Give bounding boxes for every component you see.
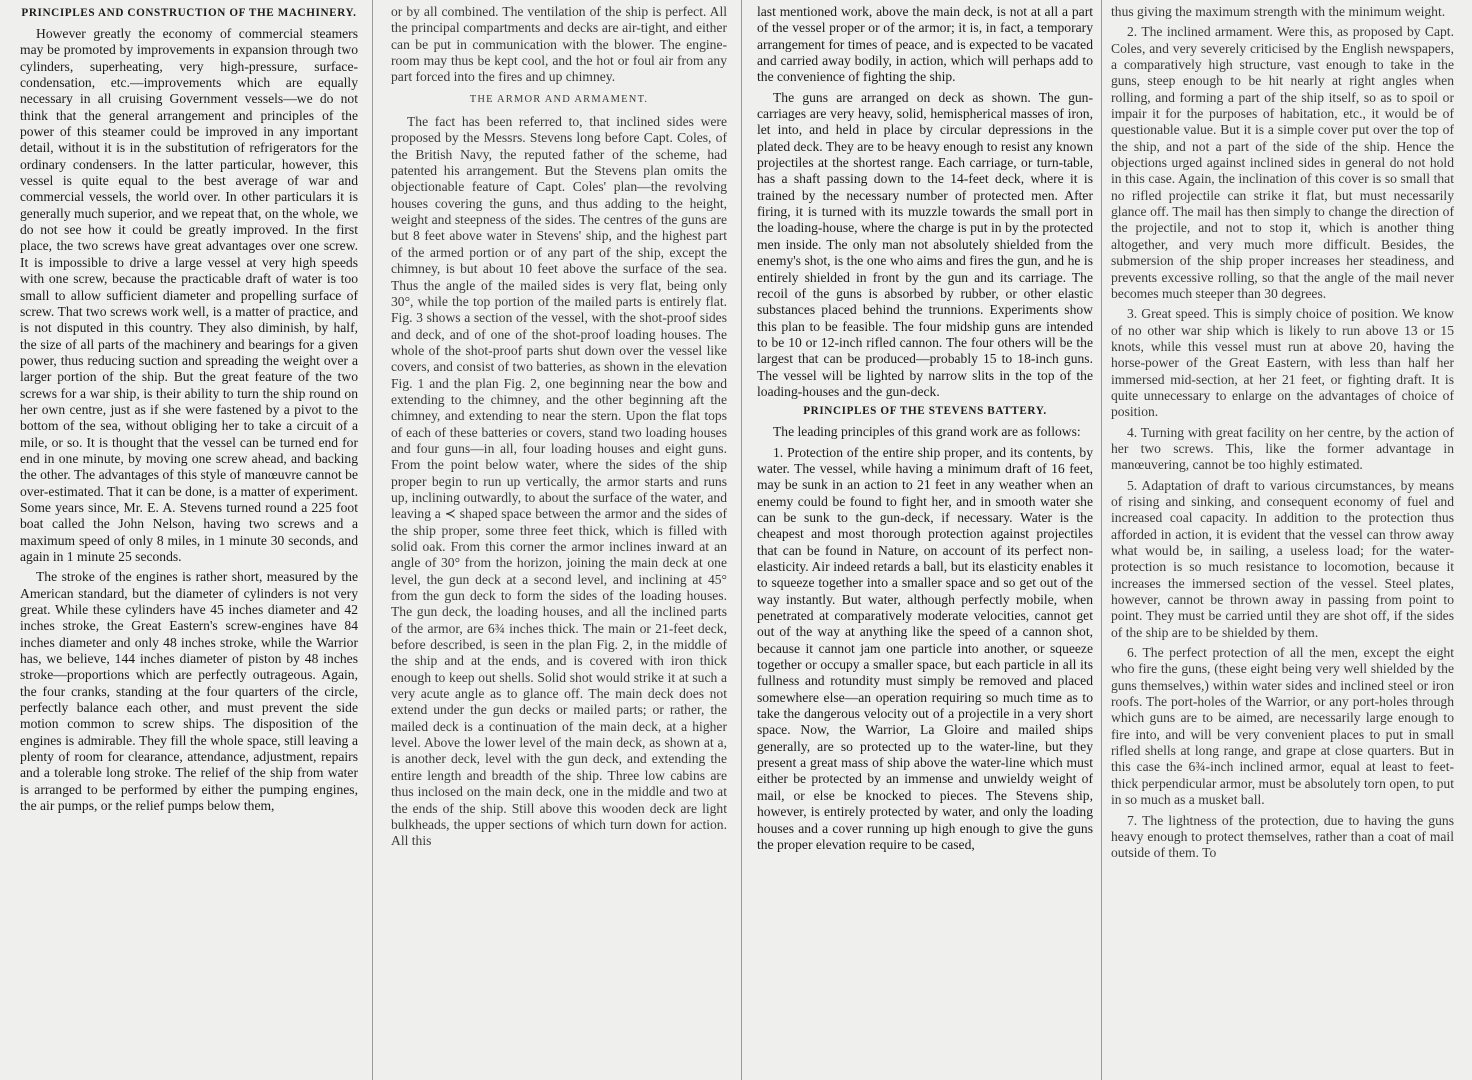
paragraph: 6. The perfect protection of all the men, except the eight who fire the guns, (these eight being very well shielded by the guns themselves,) within water sides and inclined steel or iron roofs. The port-holes of the Warrior, or any port-holes through which guns are to be aimed, are necessarily large enough to fire into, and will be very convenient places to put in small rifled shells at long range, and grape at close quarters. But in this case the 6¾-inch inclined armor, equal at least to feet-thick perpendicular armor, must be absolutely torn open, to put in so much as a musket ball.: [1111, 645, 1454, 808]
paragraph: The guns are arranged on deck as shown. The gun-carriages are very heavy, solid, hemispherical masses of iron, let into, and held in place by circular depressions in the plated deck. They are to be heavy enough to resist any known projectiles at the shortest range. Each carriage, or turn-table, has a shaft passing down to the 14-feet deck, where it is trained by the necessary number of protected men. After firing, it is turned with its muzzle towards the small port in the loading-house, where the charge is put in by the protected men inside. The only man not absolutely shielded from the enemy's shot, is the one who aims and fires the gun, and he is entirely shielded in front by the gun and its carriage. The recoil of the guns is absorbed by rubber, or other elastic substances placed behind the trunnions. Experiments show this plan to be feasible. The four midship guns are intended to be 10 or 12-inch rifled cannon. The four others will be the largest that can be produced—probably 15 to 18-inch guns. The vessel will be lighted by narrow slits in the top of the loading-houses and the gun-deck.: [757, 89, 1093, 399]
column-1: [14, 0, 364, 1080]
paragraph: The stroke of the engines is rather short, measured by the American standard, but the diameter of cylinders is not very great. While these cylinders have 45 inches diameter and 42 inches stroke, the Great Eastern's screw-engines have 84 inches diameter and only 48 inches stroke, while the Warrior has, we believe, 144 inches diameter of piston by 48 inches stroke—proportions which are perfectly outrageous. Again, the four cranks, standing at the four quarters of the circle, perfectly balance each other, and must prevent the side motion common to screw ships. The disposition of the engines is admirable. They fill the whole space, still leaving a plenty of room for clearance, attendance, adjustment, repairs and a tolerable long stroke. The relief of the ship from water is arranged to be performed by either the pumping engines, the air pumps, or the relief pumps below them,: [20, 569, 358, 814]
column-2: [385, 0, 733, 1080]
paragraph: However greatly the economy of commercial steamers may be promoted by improvements in expansion through two cylinders, superheating, very high-pressure, surface-condensation, etc.—improvements which are equally necessary in all cruising Government vessels—we do not think that the general arrangement and principles of the power of this steamer could be improved in any important detail, without it is in the substitution of refrigerators for the ordinary condensers. In the latter particular, however, this vessel is quite equal to the best average of war and commercial vessels, the world over. In other particulars it is generally much superior, and we repeat that, on the whole, we do not see how it could be greatly improved. In the first place, the two screws have great advantages over one screw. It is impossible to drive a large vessel at very high speeds with one screw, because the practicable draft of water is too small to allow sufficient diameter and propelling surface of screw. That two screws work well, is a matter of practice, and is not disputed in this country. They also diminish, by half, the size of all parts of the machinery and bearings for a given power, thus reducing suction and spreading the weight over a larger portion of the ship. But the great feature of the two screws for a war ship, is their ability to turn the ship round on her own centre, just as if she were fastened by a pivot to the bottom of the sea, without obliging her to take a circuit of a mile, or so. It is thought that the vessel can be turned end for end in one minute, by moving one screw ahead, and backing the other. The advantages of this style of manœuvre cannot be over-estimated. That it can be done, is a matter of experiment. Some years since, Mr. E. A. Stevens turned round a 225 foot boat called the John Nelson, having two screws and a maximum speed of only 8 miles, in 1 minute 30 seconds, and again in 1 minute 25 seconds.: [20, 26, 358, 564]
column-3: [751, 0, 1099, 1080]
column-rule: [372, 0, 373, 1080]
paragraph: 2. The inclined armament. Were this, as proposed by Capt. Coles, and very severely criticised by the English newspapers, a comparatively high structure, vast enough to take in the guns, steep enough to be hit nearly at right angles when rolling, and forming a part of the ship itself, so as to spoil or impair it for the purposes of habitation, etc., it would be of questionable value. But it is a simple cover put over the top of the ship, and not a part of the side of the ship. Hence the objections urged against inclined sides in general do not hold in this case. Again, the inclination of this cover is so small that no rifled projectile can strike it flat, but must necessarily glance off. The mail has then simply to change the direction of the projectile, and not to stop it, which is another thing altogether, and very much more difficult. Besides, the submersion of the ship proper increases her steadiness, and prevents excessive rolling, so that the angle of the mail never becomes much steeper than 30 degrees.: [1111, 24, 1454, 301]
column-4: [1105, 0, 1460, 1080]
paragraph: The leading principles of this grand work are as follows:: [773, 424, 1081, 440]
section-heading: PRINCIPLES AND CONSTRUCTION OF THE MACHINERY.: [21, 7, 357, 19]
paragraph: The fact has been referred to, that inclined sides were proposed by the Messrs. Stevens long before Capt. Coles, of the British Navy, the reputed father of the scheme, had patented his arrangement. But the Stevens plan omits the objectionable feature of Capt. Coles' plan—the revolving houses covering the guns, and thus adding to the height, weight and steepness of the sides. The centres of the guns are but 8 feet above water in Stevens' ship, and the highest part of the armed portion or of any part of the ship, except the chimney, is but about 10 feet above the surface of the sea. Thus the angle of the mailed sides is very flat, being only 30°, while the top portion of the mailed parts is entirely flat. Fig. 3 shows a section of the vessel, with the shot-proof sides and deck, and of one of the shot-proof loading houses. The whole of the shot-proof parts shut down over the vessel like covers, and consist of two batteries, as shown in the elevation Fig. 1 and the plan Fig. 2, one beginning near the bow and extending to the chimney, and the other beginning aft the chimney, and extending to near the stern. Upon the flat tops of each of these batteries or covers, stand two loading houses and four guns—in all, four loading houses and eight guns. From the point below water, where the sides of the ship proper begin to run up vertically, the armor starts and runs up, inclining outwardly, to about the surface of the water, and leaving a ≺ shaped space between the armor and the sides of the ship proper, some three feet thick, which is filled with solid oak. From this corner the armor inclines inward at an angle of 30° from the horizon, joining the main deck at one level, the gun deck at a second level, and inclining at 45° from the gun deck to form the sides of the loading houses. The gun deck, the loading houses, and all the inclined parts of the armor, are 6¾ inches thick. The main or 21-feet deck, before described, is seen in the plan Fig. 2, in the middle of the ship and at the ends, and is covered with iron thick enough to keep out shells. Solid shot would strike it at such a very acute angle as to glance off. The main deck does not extend under the gun decks or mailed parts; or rather, the mailed deck is a continuation of the main deck, at a higher level. Above the lower level of the main deck, as shown at a, is another deck, level with the gun deck, and extending the entire length and breadth of the ship. Three low cabins are thus inclosed on the main deck, one in the middle and two at the ends of the ship. Still above this wooden deck are light bulkheads, the upper sections of which turn down for action. All this: [391, 114, 727, 849]
paragraph: 1. Protection of the entire ship proper, and its contents, by water. The vessel, while having a minimum draft of 16 feet, may be sunk in an action to 21 feet in any weather when an enemy could be found to fight her, and in smooth water she can be sunk to the gun-deck, if necessary. Water is the cheapest and most thorough protection against projectiles that can be found in Nature, on account of its perfect non-elasticity. Air indeed retards a ball, but its elasticity enables it to squeeze together into a smaller space and so get out of the way instantly. But water, although perfectly mobile, when penetrated at comparatively moderate velocities, cannot get out of the way at anything like the speed of a cannon shot, because it cannot jam one particle into another, or squeeze together or occupy a smaller space, but each particle in all its fullness and rotundity must simply be removed and placed somewhere else—an operation requiring so much time as to take the dangerous velocity out of a projectile in a very short space. Now, the Warrior, La Gloire and mailed ships generally, are so protected up to the water-line, but they present a great mass of ship above the water-line which must either be protected by an immense and unwieldy weight of mail, or else be knocked to pieces. The Stevens ship, however, is entirely protected by water, and only the loading houses and a cover running up high enough to give the guns the proper elevation require to be cased,: [757, 444, 1093, 852]
section-subheading: THE ARMOR AND ARMAMENT.: [469, 93, 649, 105]
paragraph-continued: or by all combined. The ventilation of the ship is perfect. All the principal compartments and decks are air-tight, and either can be put in communication with the blower. The engine-room may thus be kept cool, and the hot or foul air from any part forced into the fires and up chimney.: [391, 4, 727, 85]
column-rule: [741, 0, 742, 1080]
paragraph-continued: last mentioned work, above the main deck, is not at all a part of the vessel proper or of the armor; it is, in fact, a temporary arrangement for times of peace, and is expected to be vacated and carried away bodily, in action, which will perhaps add to the convenience of fighting the ship.: [757, 4, 1093, 85]
paragraph: 7. The lightness of the protection, due to having the guns heavy enough to protect themselves, rather than a coat of mail outside of them. To: [1111, 812, 1454, 861]
section-heading: PRINCIPLES OF THE STEVENS BATTERY.: [803, 405, 1047, 418]
paragraph-continued: thus giving the maximum strength with the minimum weight.: [1111, 4, 1446, 19]
paragraph: 3. Great speed. This is simply choice of position. We know of no other war ship which is likely to run above 13 or 15 knots, while this vessel must run at above 20, having the horse-power of the Great Eastern, with less than half her immersed mid-section, at her 21 feet, or fighting draft. It is quite unnecessary to enlarge on the advantages of choice of position.: [1111, 306, 1454, 420]
paragraph: 4. Turning with great facility on her centre, by the action of her two screws. This, like the former advantage in manœuvering, cannot be too highly estimated.: [1111, 424, 1454, 473]
paragraph: 5. Adaptation of draft to various circumstances, by means of rising and sinking, and consequent economy of fuel and increased coal capacity. In addition to the protection thus afforded in action, it is evident that the vessel can throw away what would be, in sailing, a useless load; for the water-protection is so much resistance to locomotion, because it increases the immersed section of the vessel. Steel plates, however, cannot be thrown away in passing from point to point. They must be carried until they are shot off, if the sides of the ship are to be shielded by them.: [1111, 477, 1454, 640]
column-rule: [1101, 0, 1102, 1080]
